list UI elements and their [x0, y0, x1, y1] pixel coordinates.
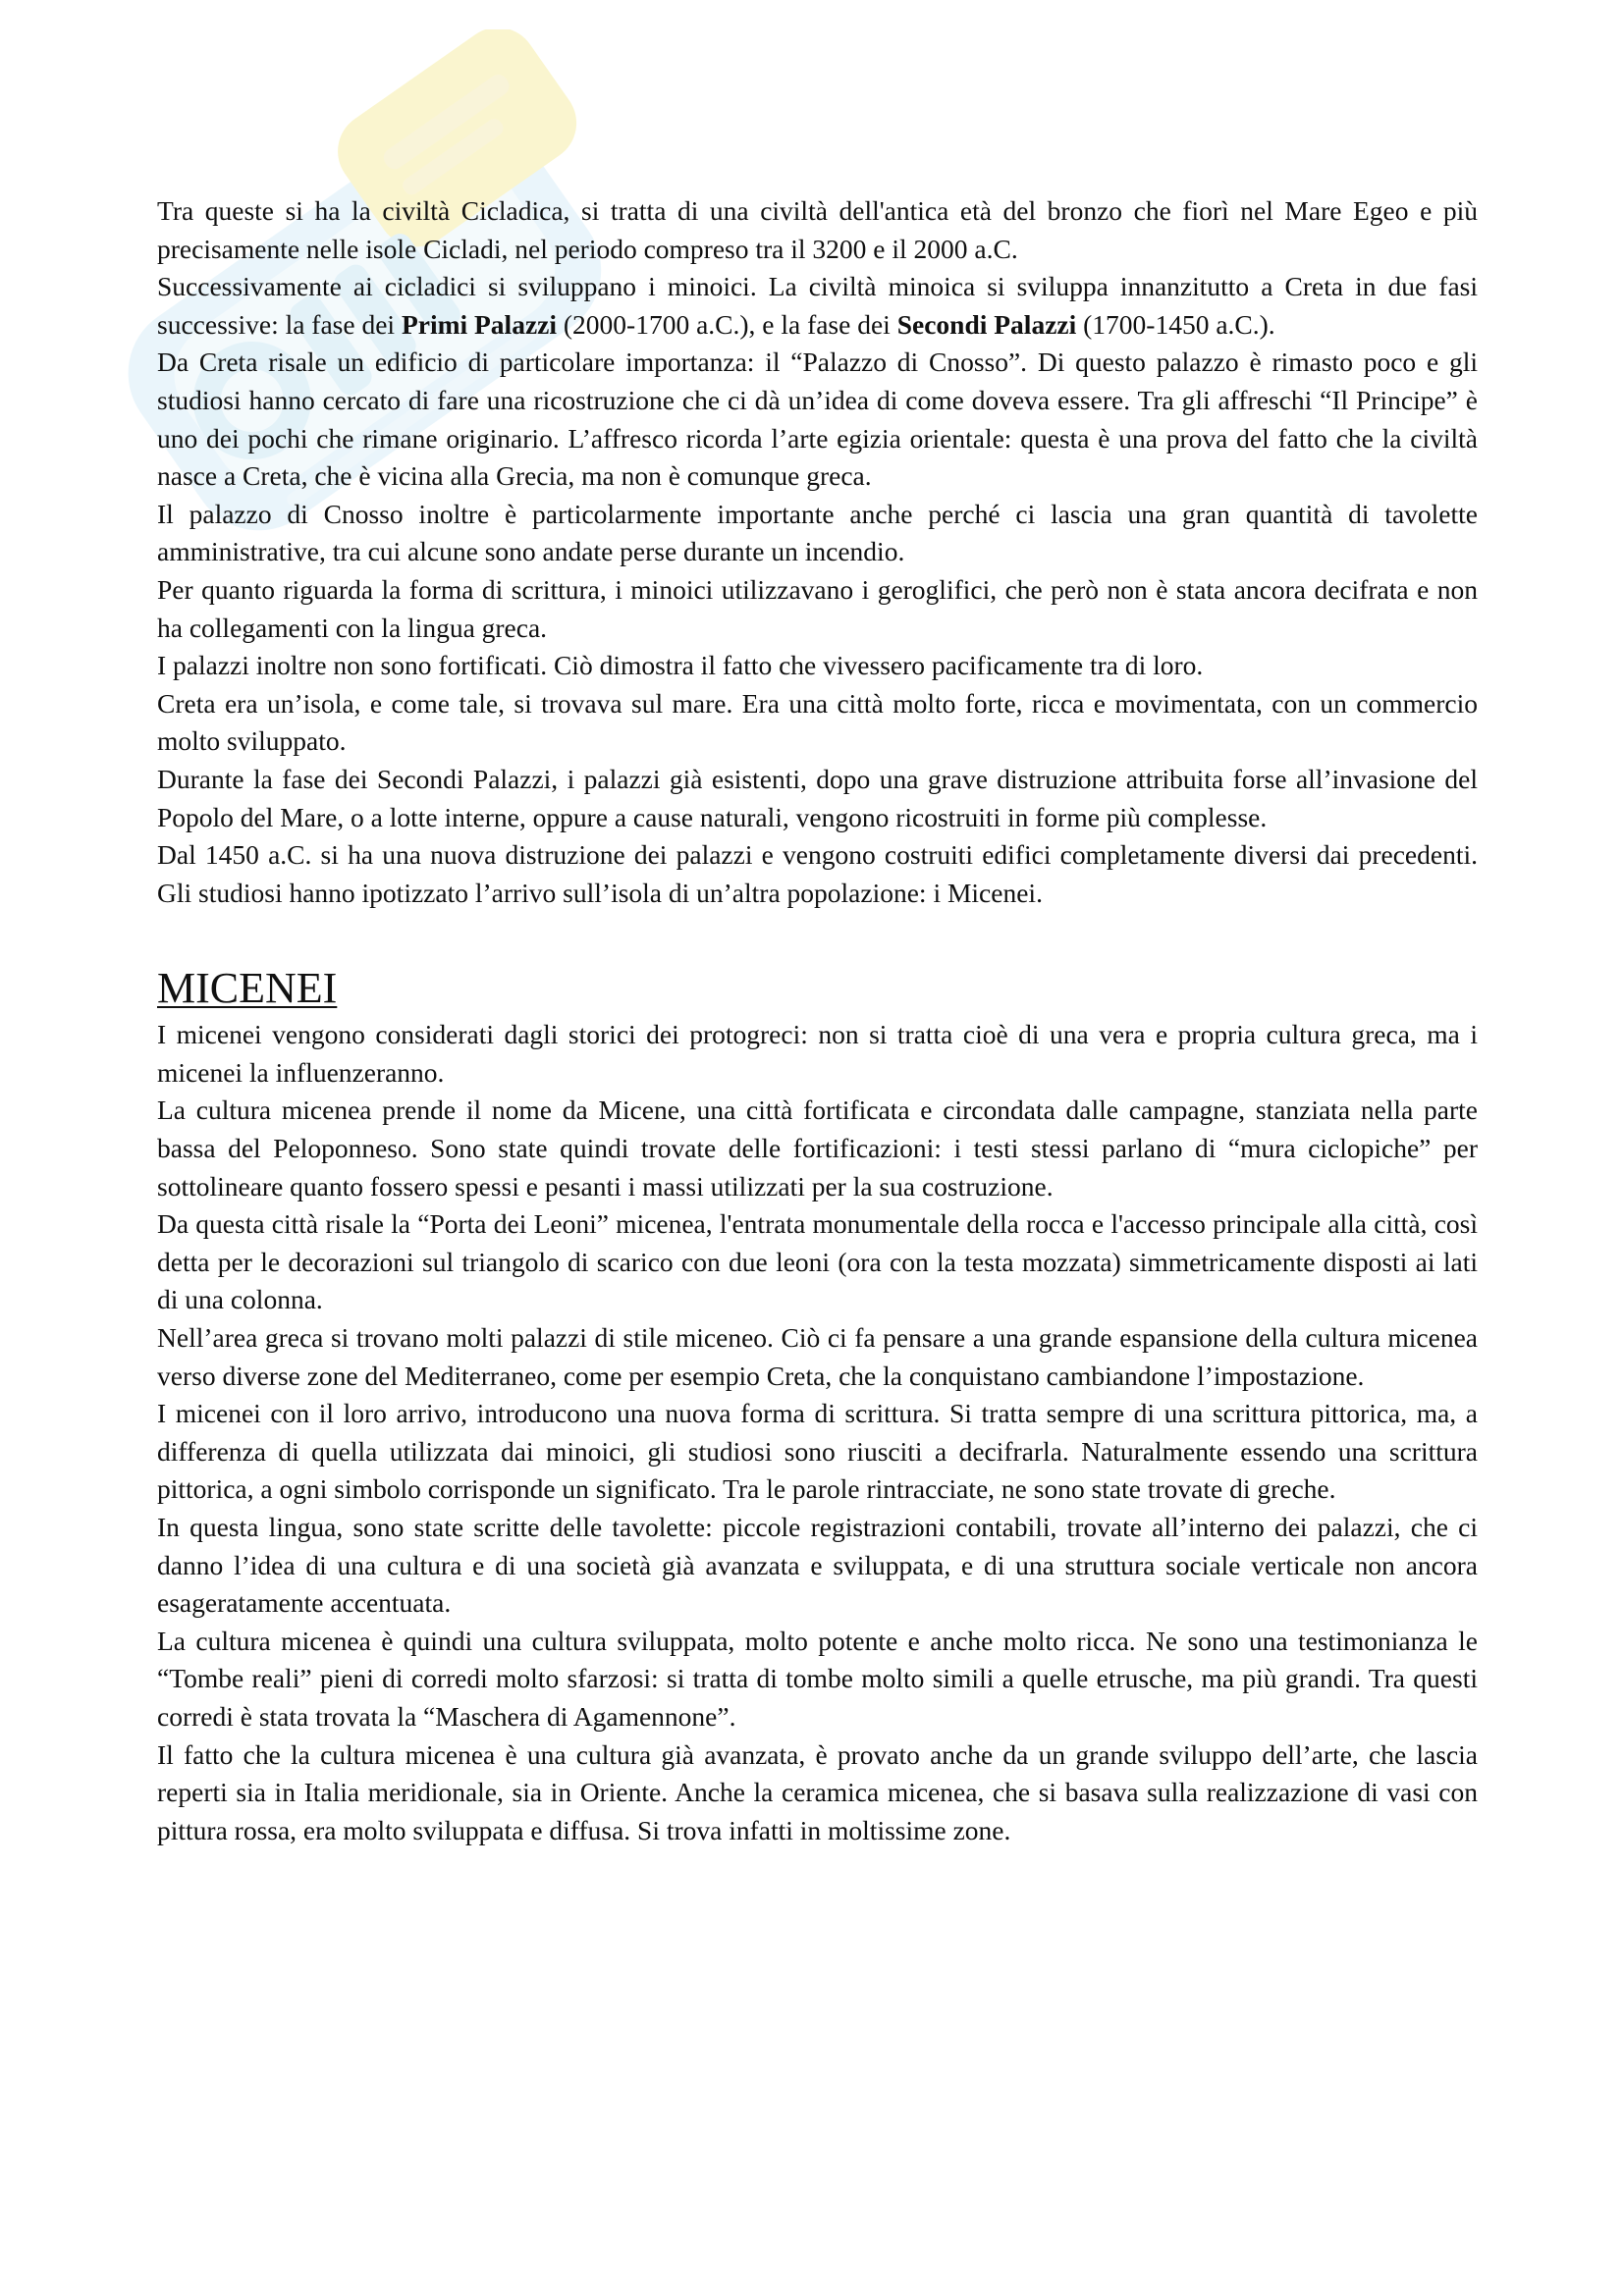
intro-paragraph-9: Dal 1450 a.C. si ha una nuova distruzione dei palazzi e vengono costruiti edifici completamente diversi dai precedenti. Gli studiosi hanno ipotizzato l’arrivo sull’isola di un’altra popolazione: i Micenei.: [157, 839, 1478, 908]
intro-paragraph-2-text-c: (1700-1450 a.C.).: [1076, 308, 1275, 340]
micenei-paragraph-2: La cultura micenea prende il nome da Micene, una città fortificata e circondata dalle campagne, stanziata nella parte bassa del Peloponneso. Sono state quindi trovate delle fortificazioni: i testi stessi parlano di “mura ciclopiche” per sottolineare quanto fossero spessi e pesanti i massi utilizzati per la sua costruzione.: [157, 1095, 1478, 1201]
secondi-palazzi-term: Secondi Palazzi: [896, 308, 1077, 340]
page-content: [157, 192, 1478, 1849]
micenei-paragraph-5: I micenei con il loro arrivo, introducono una nuova forma di scrittura. Si tratta sempre di una scrittura pittorica, ma, a differenza di quella utilizzata dai minoici, gli studiosi sono riusciti a decifrarla. Naturalmente essendo una scrittura pittorica, a ogni simbolo corrisponde un significato. Tra le parole rintracciate, ne sono state trovate di greche.: [157, 1398, 1478, 1505]
micenei-paragraph-3: Da questa città risale la “Porta dei Leoni” micenea, l'entrata monumentale della rocca e l'accesso principale alla città, così detta per le decorazioni sul triangolo di scarico con due leoni (ora con la testa mozzata) simmetricamente disposti ai lati di una colonna.: [157, 1208, 1478, 1315]
primi-palazzi-term: Primi Palazzi: [401, 308, 557, 340]
intro-paragraph-4: Il palazzo di Cnosso inoltre è particolarmente importante anche perché ci lascia una gran quantità di tavolette amministrative, tra cui alcune sono andate perse durante un incendio.: [157, 498, 1478, 567]
micenei-heading: MICENEI: [157, 964, 338, 1013]
intro-paragraph-3: Da Creta risale un edificio di particolare importanza: il “Palazzo di Cnosso”. Di questo palazzo è rimasto poco e gli studiosi hanno cercato di fare una ricostruzione che ci dà un’idea di come doveva essere. Tra gli affreschi “Il Principe” è uno dei pochi che rimane originario. L’affresco ricorda l’arte egizia orientale: questa è una prova del fatto che la civiltà nasce a Creta, che è vicina alla Grecia, ma non è comunque greca.: [157, 347, 1478, 492]
intro-paragraph-2-text-a: Successivamente ai cicladici si sviluppano i minoici. La civiltà minoica si sviluppa innanzitutto a Creta in due fasi successive: la fase dei: [157, 271, 1478, 340]
micenei-paragraph-1: I micenei vengono considerati dagli storici dei protogreci: non si tratta cioè di una vera e propria cultura greca, ma i micenei la influenzeranno.: [157, 1019, 1478, 1088]
micenei-paragraph-8: Il fatto che la cultura micenea è una cultura già avanzata, è provato anche da un grande sviluppo dell’arte, che lascia reperti sia in Italia meridionale, sia in Oriente. Anche la ceramica micenea, che si basava sulla realizzazione di vasi con pittura rossa, era molto sviluppata e diffusa. Si trova infatti in moltissime zone.: [157, 1738, 1478, 1845]
micenei-paragraph-6: In questa lingua, sono state scritte delle tavolette: piccole registrazioni contabili, trovate all’interno dei palazzi, che ci danno l’idea di una cultura e di una società già avanzata e sviluppata, e di una struttura sociale verticale non ancora esageratamente accentuata.: [157, 1512, 1478, 1619]
micenei-paragraph-7: La cultura micenea è quindi una cultura sviluppata, molto potente e anche molto ricca. Ne sono una testimonianza le “Tombe reali” pieni di corredi molto sfarzosi: si tratta di tombe molto simili a quelle etrusche, ma più grandi. Tra questi corredi è stata trovata la “Maschera di Agamennone”.: [157, 1625, 1478, 1732]
intro-paragraph-2-text-b: (2000-1700 a.C.), e la fase dei: [557, 308, 897, 340]
intro-paragraph-1: Tra queste si ha la civiltà Cicladica, si tratta di una civiltà dell'antica età del bronzo che fiorì nel Mare Egeo e più precisamente nelle isole Cicladi, nel periodo compreso tra il 3200 e il 2000 a.C.: [157, 195, 1478, 264]
intro-paragraph-5: Per quanto riguarda la forma di scrittura, i minoici utilizzavano i geroglifici, che però non è stata ancora decifrata e non ha collegamenti con la lingua greca.: [157, 573, 1478, 643]
intro-paragraph-7: Creta era un’isola, e come tale, si trovava sul mare. Era una città molto forte, ricca e movimentata, con un commercio molto sviluppato.: [157, 687, 1478, 757]
intro-paragraph-2: [157, 268, 1478, 344]
micenei-paragraph-4: Nell’area greca si trovano molti palazzi di stile miceneo. Ciò ci fa pensare a una grande espansione della cultura micenea verso diverse zone del Mediterraneo, come per esempio Creta, che la conquistano cambiandone l’impostazione.: [157, 1322, 1478, 1391]
intro-paragraph-6: I palazzi inoltre non sono fortificati. Ciò dimostra il fatto che vivessero pacificamente tra di loro.: [157, 650, 1204, 681]
intro-paragraph-8: Durante la fase dei Secondi Palazzi, i palazzi già esistenti, dopo una grave distruzione attribuita forse all’invasione del Popolo del Mare, o a lotte interne, oppure a cause naturali, vengono ricostruiti in forme più complesse.: [157, 763, 1478, 832]
